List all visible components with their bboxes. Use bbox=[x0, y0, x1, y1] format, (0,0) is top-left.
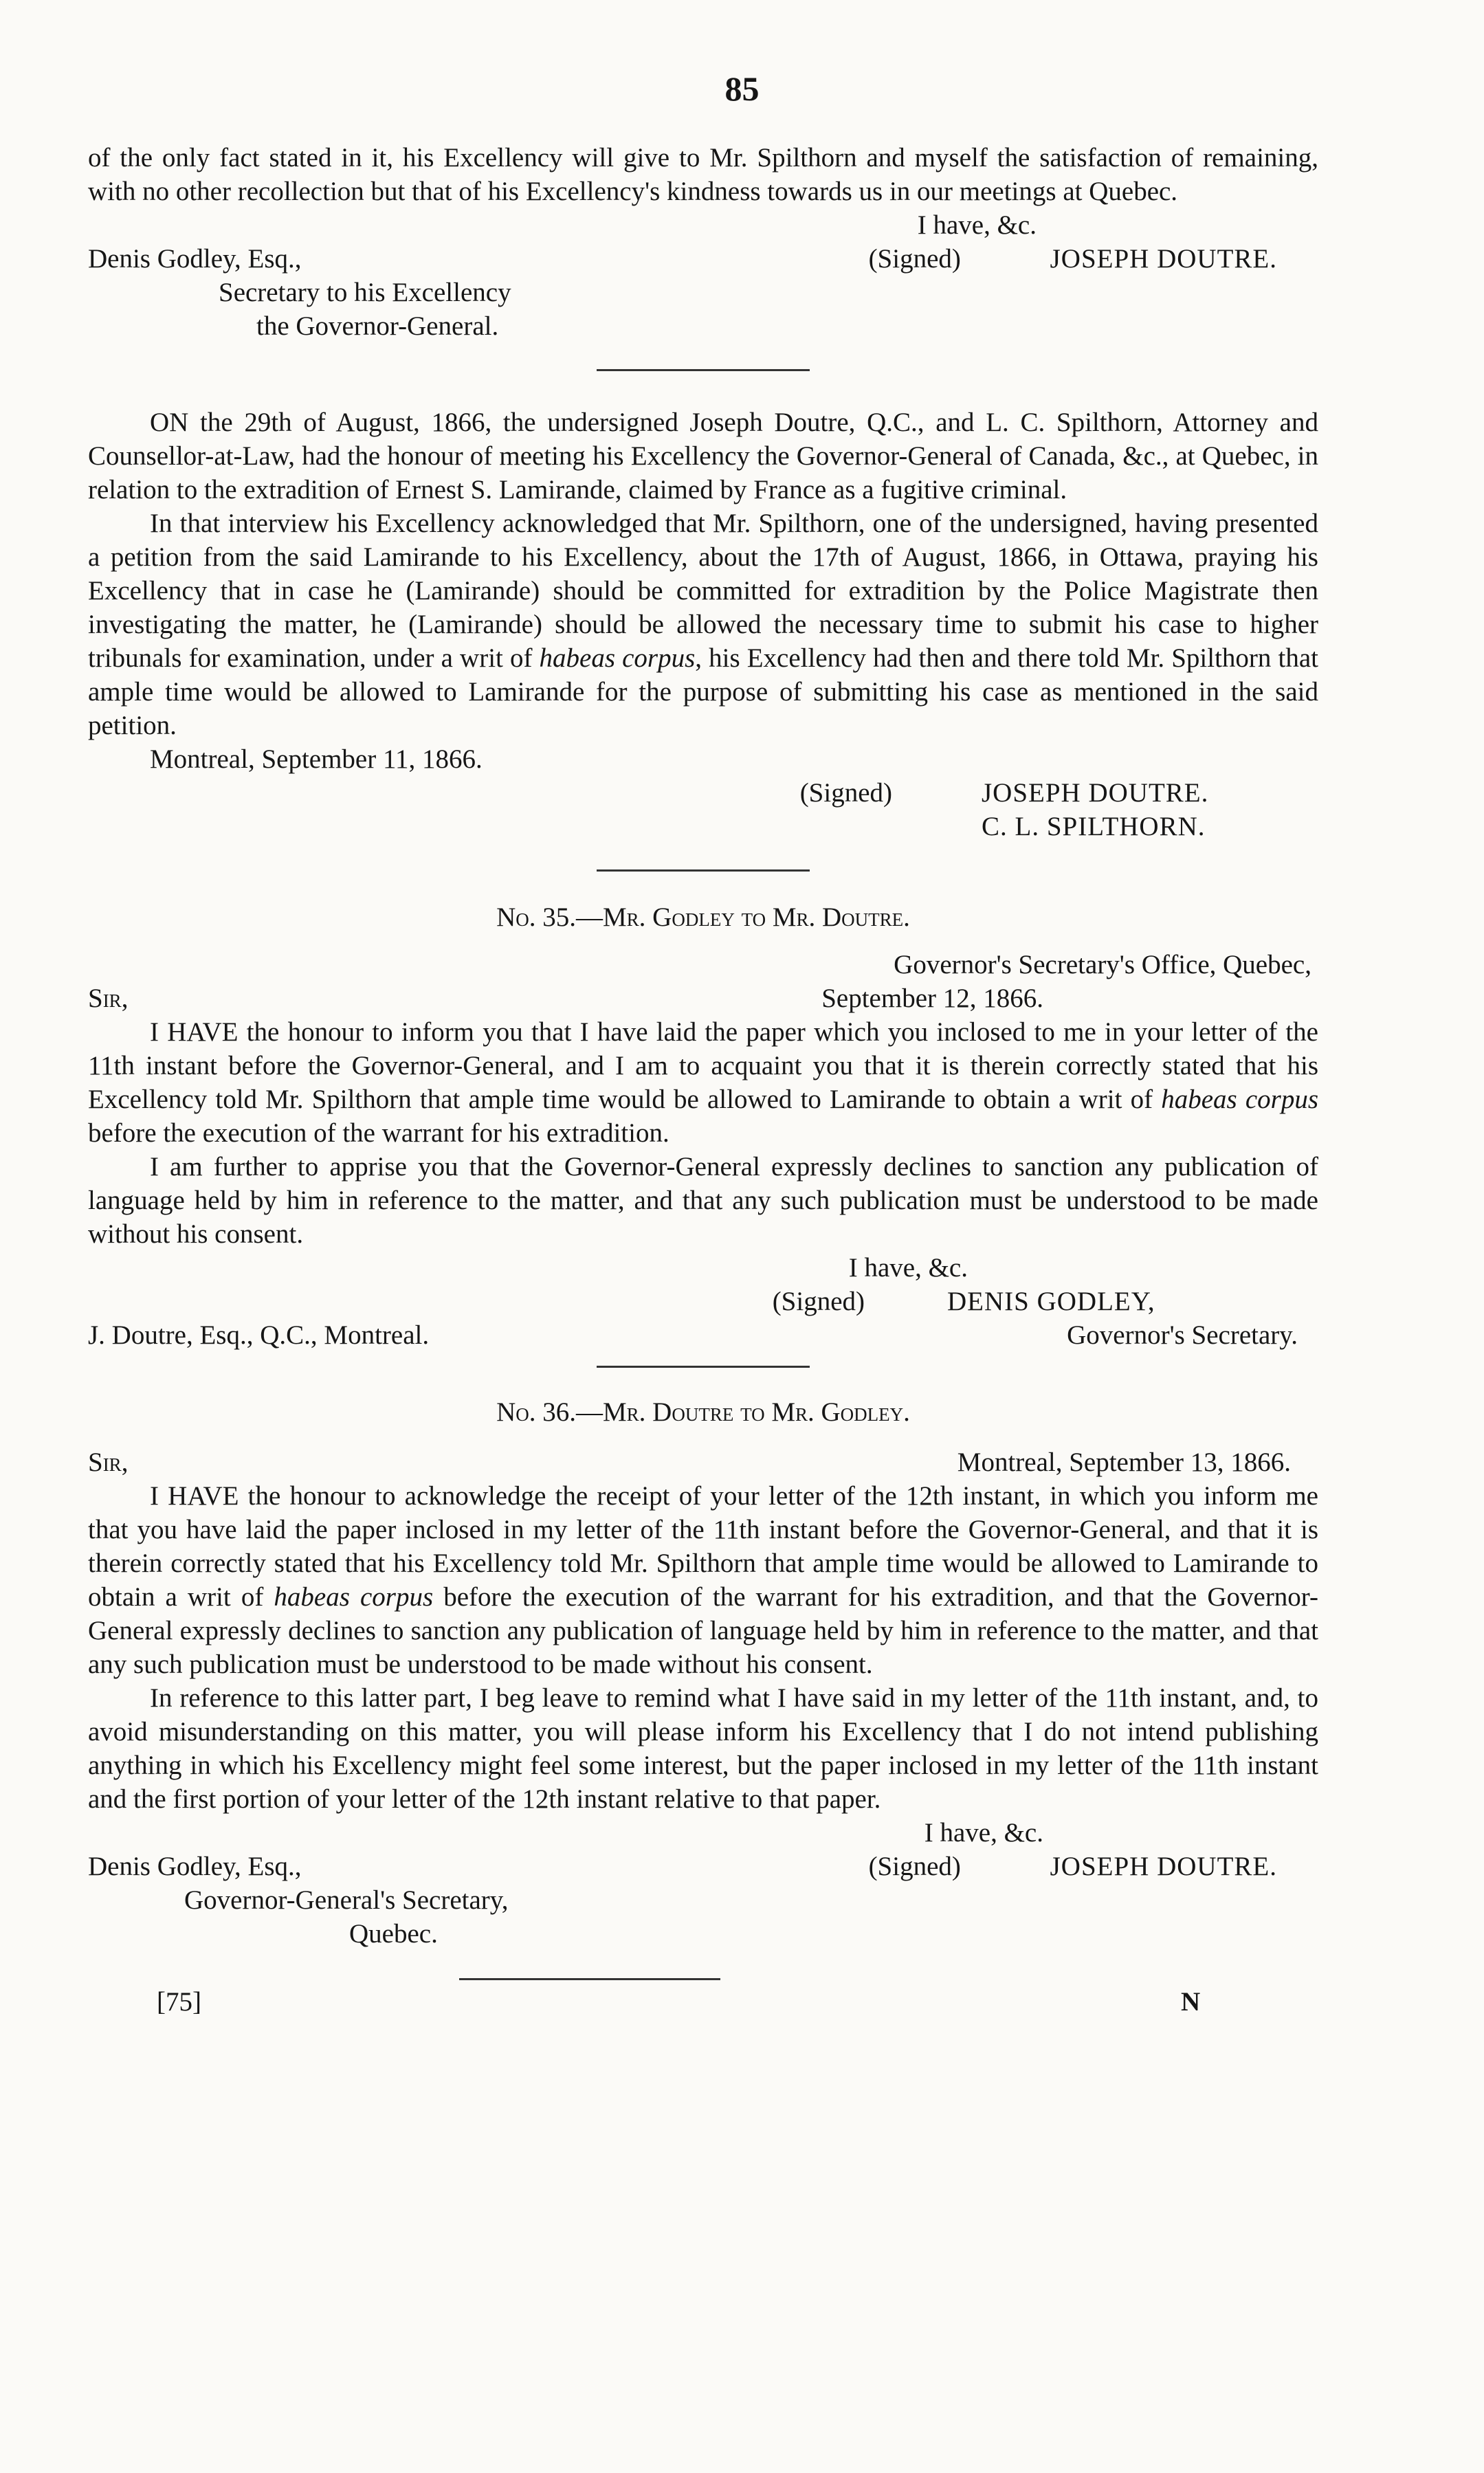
footer-signature-mark: [75] bbox=[157, 1987, 201, 2017]
letter-tail-closing: I have, &c. bbox=[917, 210, 1037, 240]
memo-paragraph-1: ON the 29th of August, 1866, the undersigned Joseph Doutre, Q.C., and L. C. Spilthorn, Attorney and Counsellor-at-Law, had the honour of meeting his Excellency the Governor-General of Canada, &c., at Quebec, in relation to the extradition of Ernest S. Lamirande, claimed by France as a fugitive criminal. bbox=[88, 408, 1318, 504]
letter-tail-addressee: Denis Godley, Esq., Secretary to his Excellency the Governor-General. bbox=[88, 244, 511, 341]
letter-36-addressee: Denis Godley, Esq., Governor-General's Secretary, Quebec. bbox=[88, 1852, 509, 1949]
letter-35-paragraph-2: I am further to apprise you that the Governor-General expressly declines to sanction any publication of language held by him in reference to the matter, and that any such publication must be understood to be made without his consent. bbox=[88, 1152, 1318, 1249]
letter-36-salutation-row: Sir, Montreal, September 13, 1866. bbox=[88, 1448, 1291, 1477]
letter-36-paragraph-1: I HAVE the honour to acknowledge the receipt of your letter of the 12th instant, in which you inform me that you have laid the paper inclosed in my letter of the 11th instant before the Governor-General, and that it is therein correctly stated that his Excellency told Mr. Spilthorn that ample time would be allowed to Lamirande to obtain a writ of habeas corpus before the execution of the warrant for his extradition, and that the Governor-General expressly declines to sanction any publication of language held by him in reference to the matter, and that any such publication must be understood to be made without his consent. bbox=[88, 1481, 1318, 1679]
page-number: 85 bbox=[724, 69, 760, 108]
letter-35-signature: (Signed) DENIS GODLEY, bbox=[772, 1287, 1155, 1316]
letter-36-paragraph-2: In reference to this latter part, I beg leave to remind what I have said in my letter of the 11th instant, and, to avoid misunderstanding on this matter, you will please inform his Excellency that I do not intend publishing anything in which his Excellency might feel some interest, but the paper inclosed in my letter of the 11th instant and the first portion of your letter of the 12th instant relative to that paper. bbox=[88, 1683, 1318, 1814]
letter-tail-paragraph: of the only fact stated in it, his Excellency will give to Mr. Spilthorn and myself the satisfaction of remaining, with no other recollection but that of his Excellency's kindness towards us in our meetings at Quebec. bbox=[88, 143, 1318, 206]
letter-tail-signature: (Signed) JOSEPH DOUTRE. bbox=[868, 244, 1277, 274]
footer-gathering-letter: N bbox=[1181, 1987, 1201, 2017]
letter-35-addressee-row: J. Doutre, Esq., Q.C., Montreal. Governor's Secretary. bbox=[88, 1320, 1298, 1350]
letter-36-signature-block bbox=[88, 1850, 1318, 1951]
letter-35-paragraph-1: I HAVE the honour to inform you that I have laid the paper which you inclosed to me in your letter of the 11th instant before the Governor-General, and I am to acquaint you that it is therein correctly stated that his Excellency told Mr. Spilthorn that ample time would be allowed to Lamirande to obtain a writ of habeas corpus before the execution of the warrant for his extradition. bbox=[88, 1017, 1319, 1148]
memo-paragraph-2: In that interview his Excellency acknowledged that Mr. Spilthorn, one of the undersigned, having presented a petition from the said Lamirande to his Excellency, about the 17th of August, 1866, in Ottawa, praying his Excellency that in case he (Lamirande) should be committed for extradition by the Police Magistrate then investigating the matter, he (Lamirande) should be allowed the necessary time to submit his case to higher tribunals for examination, under a writ of habeas corpus, his Excellency had then and there told Mr. Spilthorn that ample time would be allowed to Lamirande for the purpose of submitting his case as mentioned in the said petition. bbox=[88, 509, 1318, 740]
memo-signature-1: (Signed) JOSEPH DOUTRE. bbox=[799, 778, 1209, 808]
memo-signature-2: C. L. SPILTHORN. bbox=[982, 812, 1206, 841]
page-body bbox=[88, 141, 1318, 2019]
memo-date: Montreal, September 11, 1866. bbox=[150, 744, 483, 774]
letter-36-signature: (Signed) JOSEPH DOUTRE. bbox=[868, 1852, 1277, 1881]
letter-36-closing: I have, &c. bbox=[924, 1818, 1043, 1848]
letter-35-place: Governor's Secretary's Office, Quebec, bbox=[894, 950, 1311, 979]
letter-36-heading: No. 36.—Mr. Doutre to Mr. Godley. bbox=[496, 1397, 910, 1427]
letter-35-closing: I have, &c. bbox=[848, 1253, 968, 1283]
letter-tail-signature-block bbox=[88, 242, 1318, 343]
page-footer bbox=[88, 1978, 1318, 2019]
letter-35-heading: No. 35.—Mr. Godley to Mr. Doutre. bbox=[496, 902, 910, 932]
footer-divider bbox=[459, 1978, 720, 1980]
letter-35-salutation-row: Sir, September 12, 1866. bbox=[88, 984, 1043, 1013]
